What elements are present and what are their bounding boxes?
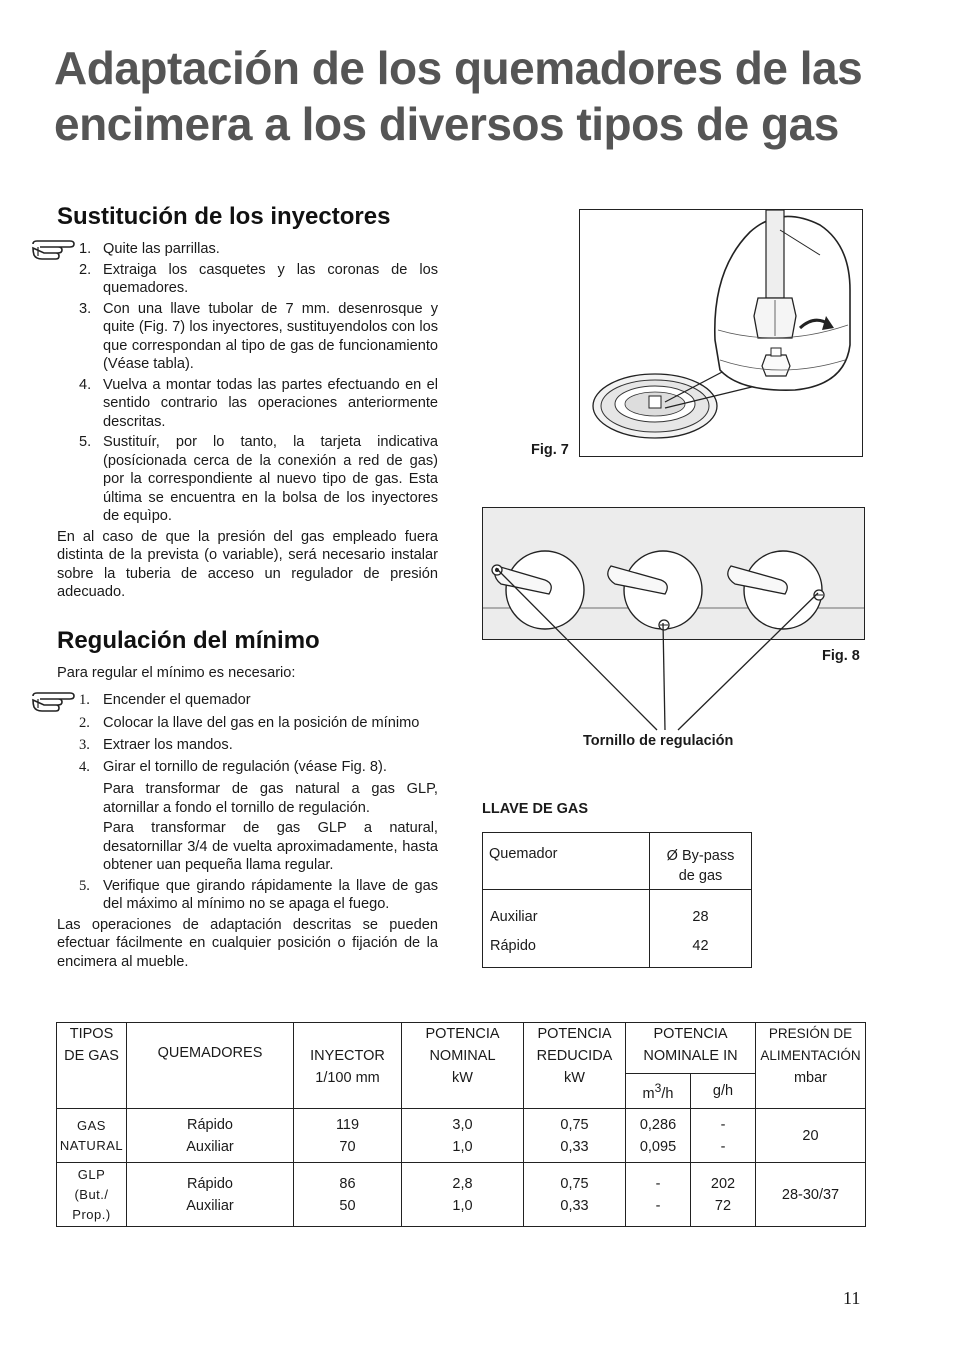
table-header: g/h [691, 1074, 756, 1109]
table-cell: 119 70 [294, 1109, 402, 1163]
table-header: INYECTOR 1/100 mm [294, 1023, 402, 1109]
injector-data-table [56, 1022, 866, 1227]
table-cell: 0,286 0,095 [626, 1109, 691, 1163]
list-item: 4. Girar el tornillo de regulación (véase Fig. 8). Para transformar de gas natural a gas GLP, atornillar a fondo el tornillo de regulación. Para transformar de gas GLP a natural, desatornillar 3/4 de vuelta aproximadamente, hasta obtener uan pequeña llama regular. [79, 758, 438, 873]
gas-tap-title: LLAVE DE GAS [482, 801, 589, 817]
table-cell: Rápido Auxiliar [127, 1163, 294, 1227]
table-cell: 3,0 1,0 [402, 1109, 524, 1163]
table-header: POTENCIA NOMINAL kW [402, 1023, 524, 1109]
table-cell: 28-30/37 [756, 1163, 866, 1227]
page-number: 11 [843, 1288, 861, 1308]
table-header: POTENCIA NOMINALE IN [626, 1023, 756, 1074]
page-title: Adaptación de los quemadores de las encimera a los diversos tipos de gas [54, 42, 863, 150]
list-item: 5. Verifique que girando rápidamente la llave de gas del máximo al mínimo no se apaga el fuego. [79, 877, 438, 912]
table-header: TIPOS DE GAS [57, 1023, 127, 1109]
minimum-steps [57, 691, 438, 971]
list-item: 2. Extraiga los casquetes y las coronas de los quemadores. [79, 261, 438, 296]
pressure-note: En al caso de que la presión del gas empleado fuera distinta de la prevista (o variable), será necesario instalar sobre la tuberia de acceso un regulador de presión adecuado. [57, 528, 438, 600]
table-header: QUEMADORES [127, 1023, 294, 1109]
table-header: Ø By-pass de gas [650, 833, 752, 890]
screw-callout-lines [482, 560, 863, 735]
table-row [57, 1109, 866, 1163]
table-row [57, 1163, 866, 1227]
table-cell: 20 [756, 1109, 866, 1163]
table-cell: 202 72 [691, 1163, 756, 1227]
minimum-intro: Para regular el mínimo es necesario: [57, 665, 296, 681]
table-cell: Rápido Auxiliar [127, 1109, 294, 1163]
table-header: PRESIÓN DE ALIMENTACIÓN mbar [756, 1023, 866, 1109]
table-cell: 86 50 [294, 1163, 402, 1227]
table-cell: 2,8 1,0 [402, 1163, 524, 1227]
adaptation-note: Las operaciones de adaptación descritas se pueden efectuar fácilmente en cualquier posición o fijación de la encimera al mueble. [57, 916, 438, 970]
list-item: 1. Encender el quemador [79, 692, 251, 708]
figure-7 [579, 209, 863, 457]
table-cell: GAS NATURAL [57, 1109, 127, 1163]
list-item: 3. Con una llave tubolar de 7 mm. desenrosque y quite (Fig. 7) los inyectores, sustituyendolos con los que correspondan al tipo de gas de funcionamiento (Véase tabla). [79, 300, 438, 372]
table-header: POTENCIA REDUCIDA kW [524, 1023, 626, 1109]
section-heading-minimum: Regulación del mínimo [57, 627, 320, 654]
table-cell: 28 42 [650, 890, 752, 968]
section-heading-injectors: Sustitución de los inyectores [57, 203, 391, 230]
table-cell: 0,75 0,33 [524, 1163, 626, 1227]
table-cell: Auxiliar Rápido [483, 890, 650, 968]
injector-steps [57, 240, 438, 602]
list-item: 5. Sustituír, por lo tanto, la tarjeta indicativa (posícionada cerca de la conexión a red de gas) por la correspondiente al nuevo tipo de gas. Esta última se encuentra en la bolsa de los inyectores de equìpo. [79, 434, 438, 524]
table-cell: 0,75 0,33 [524, 1109, 626, 1163]
gas-tap-table [482, 832, 752, 968]
table-cell: - - [691, 1109, 756, 1163]
table-header: $m^3/h$ [626, 1074, 691, 1109]
table-header: Quemador [483, 833, 650, 890]
table-cell: - - [626, 1163, 691, 1227]
adjustment-screw-caption: Tornillo de regulación [583, 733, 734, 749]
injector-wrench-illustration [580, 210, 862, 456]
table-cell: GLP (But./ Prop.) [57, 1163, 127, 1227]
figure-8-label: Fig. 8 [822, 648, 860, 664]
figure-7-label: Fig. 7 [531, 442, 569, 458]
list-item: 2. Colocar la llave del gas en la posición de mínimo [79, 714, 420, 731]
list-item: 1. Quite las parrillas. [79, 241, 220, 257]
list-item: 3. Extraer los mandos. [79, 737, 233, 753]
list-item: 4. Vuelva a montar todas las partes efectuando en el sentido contrario las operaciones anteriormente descritas. [79, 376, 438, 430]
